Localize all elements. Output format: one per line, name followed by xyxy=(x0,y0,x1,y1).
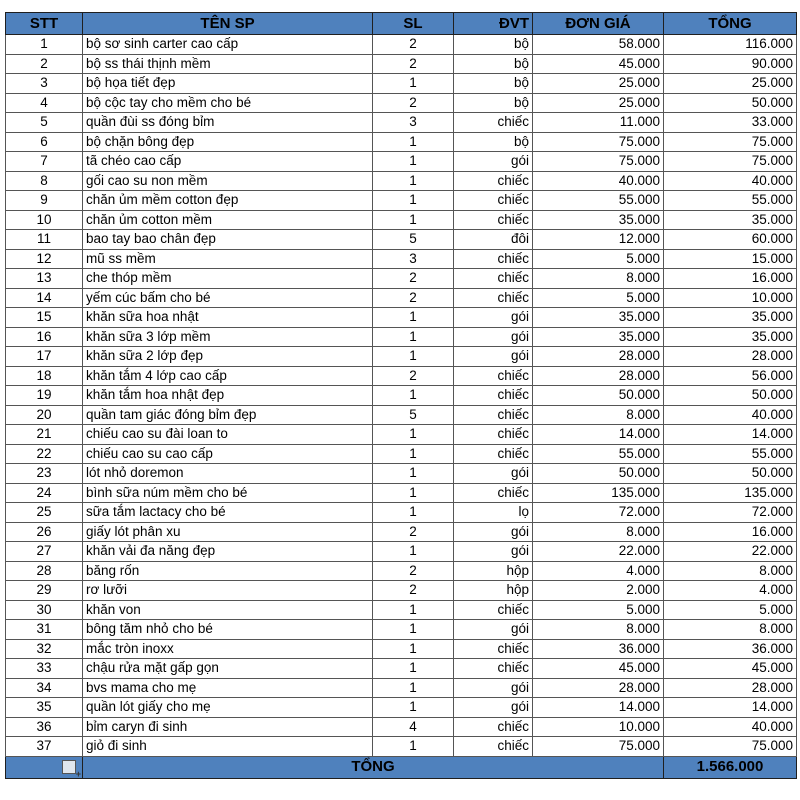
cell-total[interactable]: 28.000 xyxy=(664,347,797,367)
cell-total[interactable]: 116.000 xyxy=(664,35,797,55)
cell-stt[interactable]: 37 xyxy=(6,737,83,757)
cell-price[interactable]: 14.000 xyxy=(533,425,664,445)
cell-price[interactable]: 36.000 xyxy=(533,639,664,659)
cell-stt[interactable]: 8 xyxy=(6,171,83,191)
table-row xyxy=(6,269,797,289)
cell-dvt[interactable]: bộ xyxy=(454,132,533,152)
spreadsheet xyxy=(5,12,796,779)
cell-price[interactable]: 4.000 xyxy=(533,561,664,581)
cell-stt[interactable]: 7 xyxy=(6,152,83,172)
cell-dvt[interactable]: gói xyxy=(454,542,533,562)
table-row xyxy=(6,542,797,562)
header-dvt[interactable]: ĐVT xyxy=(454,13,533,35)
cell-total[interactable]: 50.000 xyxy=(664,464,797,484)
cell-total[interactable]: 55.000 xyxy=(664,191,797,211)
cell-total[interactable]: 40.000 xyxy=(664,405,797,425)
cell-total[interactable]: 15.000 xyxy=(664,249,797,269)
cell-stt[interactable]: 2 xyxy=(6,54,83,74)
cell-price[interactable]: 35.000 xyxy=(533,308,664,328)
cell-sl[interactable]: 1 xyxy=(373,503,454,523)
cell-price[interactable]: 45.000 xyxy=(533,54,664,74)
cell-name[interactable]: bông tăm nhỏ cho bé xyxy=(83,620,373,640)
cell-total[interactable]: 5.000 xyxy=(664,600,797,620)
cell-dvt[interactable]: bộ xyxy=(454,93,533,113)
cell-sl[interactable]: 5 xyxy=(373,230,454,250)
cell-dvt[interactable]: gói xyxy=(454,522,533,542)
header-stt[interactable]: STT xyxy=(6,13,83,35)
cell-dvt[interactable]: đôi xyxy=(454,230,533,250)
cell-price[interactable]: 75.000 xyxy=(533,132,664,152)
cell-price[interactable]: 5.000 xyxy=(533,600,664,620)
cell-sl[interactable]: 2 xyxy=(373,269,454,289)
table-row xyxy=(6,327,797,347)
cell-price[interactable]: 75.000 xyxy=(533,152,664,172)
cell-total[interactable]: 40.000 xyxy=(664,171,797,191)
cell-name[interactable]: quần đùi ss đóng bỉm xyxy=(83,113,373,133)
table-row xyxy=(6,405,797,425)
cell-name[interactable]: khăn sữa 3 lớp mềm xyxy=(83,327,373,347)
cell-sl[interactable]: 1 xyxy=(373,152,454,172)
cell-name[interactable]: giấy lót phân xu xyxy=(83,522,373,542)
cell-total[interactable]: 75.000 xyxy=(664,132,797,152)
cell-stt[interactable]: 4 xyxy=(6,93,83,113)
cell-name[interactable]: gối cao su non mềm xyxy=(83,171,373,191)
cell-name[interactable]: khăn tắm hoa nhật đẹp xyxy=(83,386,373,406)
cell-sl[interactable]: 1 xyxy=(373,600,454,620)
cell-sl[interactable]: 1 xyxy=(373,444,454,464)
cell-price[interactable]: 22.000 xyxy=(533,542,664,562)
cell-name[interactable]: bộ cộc tay cho mềm cho bé xyxy=(83,93,373,113)
cell-total[interactable]: 10.000 xyxy=(664,288,797,308)
cell-sl[interactable]: 3 xyxy=(373,113,454,133)
cell-price[interactable]: 14.000 xyxy=(533,698,664,718)
cell-total[interactable]: 35.000 xyxy=(664,308,797,328)
cell-dvt[interactable]: chiếc xyxy=(454,249,533,269)
cell-stt[interactable]: 27 xyxy=(6,542,83,562)
cell-sl[interactable]: 1 xyxy=(373,464,454,484)
cell-dvt[interactable]: chiếc xyxy=(454,444,533,464)
cell-total[interactable]: 36.000 xyxy=(664,639,797,659)
cell-price[interactable]: 28.000 xyxy=(533,678,664,698)
cell-dvt[interactable]: bộ xyxy=(454,74,533,94)
cell-stt[interactable]: 12 xyxy=(6,249,83,269)
cell-name[interactable]: chăn ủm mềm cotton đẹp xyxy=(83,191,373,211)
cell-price[interactable]: 75.000 xyxy=(533,737,664,757)
cell-stt[interactable]: 15 xyxy=(6,308,83,328)
table-row xyxy=(6,210,797,230)
cell-sl[interactable]: 1 xyxy=(373,74,454,94)
footer-icon-cell[interactable] xyxy=(6,756,83,778)
cell-dvt[interactable]: chiếc xyxy=(454,210,533,230)
cell-name[interactable]: bvs mama cho mẹ xyxy=(83,678,373,698)
cell-stt[interactable]: 36 xyxy=(6,717,83,737)
table-row xyxy=(6,366,797,386)
cell-total[interactable]: 22.000 xyxy=(664,542,797,562)
cell-price[interactable]: 135.000 xyxy=(533,483,664,503)
cell-dvt[interactable]: chiếc xyxy=(454,737,533,757)
cell-name[interactable]: bỉm caryn đi sinh xyxy=(83,717,373,737)
cell-sl[interactable]: 2 xyxy=(373,288,454,308)
table-row xyxy=(6,230,797,250)
cell-stt[interactable]: 22 xyxy=(6,444,83,464)
cell-stt[interactable]: 1 xyxy=(6,35,83,55)
cell-total[interactable]: 35.000 xyxy=(664,327,797,347)
cell-total[interactable]: 40.000 xyxy=(664,717,797,737)
table-row xyxy=(6,132,797,152)
cell-price[interactable]: 55.000 xyxy=(533,191,664,211)
cell-name[interactable]: chậu rửa mặt gấp gọn xyxy=(83,659,373,679)
table-row xyxy=(6,444,797,464)
total-row xyxy=(6,756,797,778)
cell-stt[interactable]: 21 xyxy=(6,425,83,445)
cell-dvt[interactable]: gói xyxy=(454,678,533,698)
cell-stt[interactable]: 29 xyxy=(6,581,83,601)
cell-price[interactable]: 25.000 xyxy=(533,93,664,113)
cell-price[interactable]: 25.000 xyxy=(533,74,664,94)
cell-dvt[interactable]: gói xyxy=(454,620,533,640)
cell-total[interactable]: 16.000 xyxy=(664,522,797,542)
cell-sl[interactable]: 1 xyxy=(373,210,454,230)
cell-total[interactable]: 14.000 xyxy=(664,425,797,445)
cell-total[interactable]: 8.000 xyxy=(664,620,797,640)
cell-dvt[interactable]: chiếc xyxy=(454,171,533,191)
table-row xyxy=(6,74,797,94)
cell-name[interactable]: khăn vải đa năng đẹp xyxy=(83,542,373,562)
cell-name[interactable]: quần tam giác đóng bỉm đẹp xyxy=(83,405,373,425)
cell-dvt[interactable]: chiếc xyxy=(454,639,533,659)
cell-name[interactable]: rơ lưỡi xyxy=(83,581,373,601)
cell-price[interactable]: 8.000 xyxy=(533,522,664,542)
cell-name[interactable]: mắc tròn inoxx xyxy=(83,639,373,659)
cell-stt[interactable]: 33 xyxy=(6,659,83,679)
header-name[interactable]: TÊN SP xyxy=(83,13,373,35)
cell-stt[interactable]: 20 xyxy=(6,405,83,425)
cell-total[interactable]: 25.000 xyxy=(664,74,797,94)
cell-total[interactable]: 4.000 xyxy=(664,581,797,601)
cell-total[interactable]: 135.000 xyxy=(664,483,797,503)
cell-name[interactable]: khăn sữa 2 lớp đẹp xyxy=(83,347,373,367)
cell-stt[interactable]: 6 xyxy=(6,132,83,152)
cell-name[interactable]: chiếu cao su đài loan to xyxy=(83,425,373,445)
cell-dvt[interactable]: chiếc xyxy=(454,659,533,679)
cell-dvt[interactable]: lọ xyxy=(454,503,533,523)
cell-price[interactable]: 8.000 xyxy=(533,405,664,425)
cell-price[interactable]: 5.000 xyxy=(533,288,664,308)
table-row xyxy=(6,113,797,133)
table-row xyxy=(6,698,797,718)
cell-name[interactable]: bộ chặn bông đẹp xyxy=(83,132,373,152)
cell-price[interactable]: 55.000 xyxy=(533,444,664,464)
cell-price[interactable]: 35.000 xyxy=(533,327,664,347)
cell-sl[interactable]: 1 xyxy=(373,698,454,718)
cell-stt[interactable]: 10 xyxy=(6,210,83,230)
cell-name[interactable]: chăn ủm cotton mềm xyxy=(83,210,373,230)
cell-dvt[interactable]: chiếc xyxy=(454,425,533,445)
cell-total[interactable]: 28.000 xyxy=(664,678,797,698)
cell-price[interactable]: 28.000 xyxy=(533,366,664,386)
cell-name[interactable]: sữa tắm lactacy cho bé xyxy=(83,503,373,523)
cell-name[interactable]: khăn sữa hoa nhật xyxy=(83,308,373,328)
cell-dvt[interactable]: chiếc xyxy=(454,366,533,386)
cell-name[interactable]: bao tay bao chân đẹp xyxy=(83,230,373,250)
cell-sl[interactable]: 1 xyxy=(373,171,454,191)
cell-dvt[interactable]: chiếc xyxy=(454,269,533,289)
cell-dvt[interactable]: chiếc xyxy=(454,483,533,503)
table-row xyxy=(6,35,797,55)
cell-price[interactable]: 58.000 xyxy=(533,35,664,55)
product-table xyxy=(5,12,797,779)
cell-total[interactable]: 14.000 xyxy=(664,698,797,718)
header-row xyxy=(6,13,797,35)
cell-stt[interactable]: 23 xyxy=(6,464,83,484)
cell-price[interactable]: 72.000 xyxy=(533,503,664,523)
cell-name[interactable]: chiếu cao su cao cấp xyxy=(83,444,373,464)
cell-sl[interactable]: 2 xyxy=(373,581,454,601)
cell-price[interactable]: 5.000 xyxy=(533,249,664,269)
cell-sl[interactable]: 1 xyxy=(373,737,454,757)
cell-sl[interactable]: 5 xyxy=(373,405,454,425)
cell-dvt[interactable]: bộ xyxy=(454,35,533,55)
cell-stt[interactable]: 28 xyxy=(6,561,83,581)
paste-options-icon[interactable] xyxy=(62,760,76,774)
cell-sl[interactable]: 2 xyxy=(373,366,454,386)
table-row xyxy=(6,464,797,484)
table-row xyxy=(6,581,797,601)
cell-total[interactable]: 72.000 xyxy=(664,503,797,523)
table-row xyxy=(6,600,797,620)
cell-sl[interactable]: 4 xyxy=(373,717,454,737)
table-row xyxy=(6,288,797,308)
cell-total[interactable]: 50.000 xyxy=(664,93,797,113)
cell-dvt[interactable]: chiếc xyxy=(454,113,533,133)
cell-price[interactable]: 50.000 xyxy=(533,464,664,484)
cell-price[interactable]: 50.000 xyxy=(533,386,664,406)
cell-name[interactable]: băng rốn xyxy=(83,561,373,581)
cell-total[interactable]: 50.000 xyxy=(664,386,797,406)
cell-name[interactable]: quần lót giấy cho mẹ xyxy=(83,698,373,718)
cell-price[interactable]: 40.000 xyxy=(533,171,664,191)
cell-price[interactable]: 8.000 xyxy=(533,269,664,289)
cell-stt[interactable]: 31 xyxy=(6,620,83,640)
table-row xyxy=(6,308,797,328)
cell-stt[interactable]: 11 xyxy=(6,230,83,250)
table-row xyxy=(6,639,797,659)
cell-dvt[interactable]: chiếc xyxy=(454,191,533,211)
cell-name[interactable]: tã chéo cao cấp xyxy=(83,152,373,172)
cell-total[interactable]: 75.000 xyxy=(664,152,797,172)
cell-sl[interactable]: 1 xyxy=(373,132,454,152)
cell-sl[interactable]: 2 xyxy=(373,35,454,55)
cell-dvt[interactable]: chiếc xyxy=(454,288,533,308)
cell-price[interactable]: 10.000 xyxy=(533,717,664,737)
table-row xyxy=(6,347,797,367)
cell-total[interactable]: 16.000 xyxy=(664,269,797,289)
table-row xyxy=(6,249,797,269)
table-row xyxy=(6,152,797,172)
cell-stt[interactable]: 25 xyxy=(6,503,83,523)
cell-price[interactable]: 28.000 xyxy=(533,347,664,367)
table-row xyxy=(6,93,797,113)
cell-name[interactable]: giỏ đi sinh xyxy=(83,737,373,757)
cell-dvt[interactable]: gói xyxy=(454,347,533,367)
cell-total[interactable]: 35.000 xyxy=(664,210,797,230)
cell-sl[interactable]: 1 xyxy=(373,425,454,445)
cell-price[interactable]: 8.000 xyxy=(533,620,664,640)
cell-name[interactable]: yếm cúc bấm cho bé xyxy=(83,288,373,308)
cell-sl[interactable]: 1 xyxy=(373,347,454,367)
cell-dvt[interactable]: chiếc xyxy=(454,600,533,620)
cell-stt[interactable]: 13 xyxy=(6,269,83,289)
cell-dvt[interactable]: gói xyxy=(454,152,533,172)
cell-stt[interactable]: 5 xyxy=(6,113,83,133)
table-row xyxy=(6,503,797,523)
cell-price[interactable]: 2.000 xyxy=(533,581,664,601)
cell-dvt[interactable]: chiếc xyxy=(454,717,533,737)
cell-stt[interactable]: 35 xyxy=(6,698,83,718)
cell-total[interactable]: 8.000 xyxy=(664,561,797,581)
cell-sl[interactable]: 1 xyxy=(373,639,454,659)
table-row xyxy=(6,659,797,679)
cell-sl[interactable]: 1 xyxy=(373,483,454,503)
cell-total[interactable]: 90.000 xyxy=(664,54,797,74)
table-row xyxy=(6,386,797,406)
cell-stt[interactable]: 16 xyxy=(6,327,83,347)
cell-name[interactable]: bình sữa núm mềm cho bé xyxy=(83,483,373,503)
cell-stt[interactable]: 9 xyxy=(6,191,83,211)
cell-dvt[interactable]: hộp xyxy=(454,561,533,581)
table-row xyxy=(6,620,797,640)
table-row xyxy=(6,171,797,191)
cell-stt[interactable]: 18 xyxy=(6,366,83,386)
header-total[interactable]: TỔNG xyxy=(664,13,797,35)
cell-dvt[interactable]: gói xyxy=(454,698,533,718)
cell-sl[interactable]: 2 xyxy=(373,522,454,542)
cell-total[interactable]: 60.000 xyxy=(664,230,797,250)
cell-stt[interactable]: 14 xyxy=(6,288,83,308)
cell-sl[interactable]: 1 xyxy=(373,659,454,679)
cell-name[interactable]: che thóp mềm xyxy=(83,269,373,289)
table-row xyxy=(6,425,797,445)
cell-stt[interactable]: 30 xyxy=(6,600,83,620)
cell-sl[interactable]: 1 xyxy=(373,327,454,347)
cell-name[interactable]: bộ sơ sinh carter cao cấp xyxy=(83,35,373,55)
cell-sl[interactable]: 2 xyxy=(373,561,454,581)
cell-price[interactable]: 35.000 xyxy=(533,210,664,230)
table-row xyxy=(6,54,797,74)
cell-sl[interactable]: 2 xyxy=(373,93,454,113)
cell-name[interactable]: khăn von xyxy=(83,600,373,620)
cell-name[interactable]: bộ họa tiết đẹp xyxy=(83,74,373,94)
table-row xyxy=(6,717,797,737)
cell-sl[interactable]: 1 xyxy=(373,308,454,328)
cell-stt[interactable]: 34 xyxy=(6,678,83,698)
cell-dvt[interactable]: chiếc xyxy=(454,386,533,406)
cell-dvt[interactable]: bộ xyxy=(454,54,533,74)
cell-sl[interactable]: 1 xyxy=(373,620,454,640)
table-row xyxy=(6,191,797,211)
cell-sl[interactable]: 1 xyxy=(373,191,454,211)
cell-total[interactable]: 55.000 xyxy=(664,444,797,464)
cell-stt[interactable]: 19 xyxy=(6,386,83,406)
cell-total[interactable]: 33.000 xyxy=(664,113,797,133)
header-sl[interactable]: SL xyxy=(373,13,454,35)
grand-total-label[interactable]: TỔNG xyxy=(83,756,664,778)
cell-name[interactable]: lót nhỏ doremon xyxy=(83,464,373,484)
cell-stt[interactable]: 3 xyxy=(6,74,83,94)
cell-sl[interactable]: 1 xyxy=(373,386,454,406)
cell-price[interactable]: 11.000 xyxy=(533,113,664,133)
cell-sl[interactable]: 1 xyxy=(373,678,454,698)
cell-sl[interactable]: 1 xyxy=(373,542,454,562)
cell-stt[interactable]: 17 xyxy=(6,347,83,367)
cell-sl[interactable]: 2 xyxy=(373,54,454,74)
table-row xyxy=(6,737,797,757)
table-row xyxy=(6,678,797,698)
cell-name[interactable]: mũ ss mềm xyxy=(83,249,373,269)
cell-price[interactable]: 45.000 xyxy=(533,659,664,679)
cell-total[interactable]: 45.000 xyxy=(664,659,797,679)
cell-total[interactable]: 56.000 xyxy=(664,366,797,386)
cell-dvt[interactable]: chiếc xyxy=(454,405,533,425)
table-row xyxy=(6,561,797,581)
cell-stt[interactable]: 32 xyxy=(6,639,83,659)
cell-dvt[interactable]: hộp xyxy=(454,581,533,601)
cell-stt[interactable]: 24 xyxy=(6,483,83,503)
table-row xyxy=(6,483,797,503)
cell-total[interactable]: 75.000 xyxy=(664,737,797,757)
cell-dvt[interactable]: gói xyxy=(454,327,533,347)
header-price[interactable]: ĐƠN GIÁ xyxy=(533,13,664,35)
cell-price[interactable]: 12.000 xyxy=(533,230,664,250)
grand-total-value[interactable]: 1.566.000 xyxy=(664,756,797,778)
cell-stt[interactable]: 26 xyxy=(6,522,83,542)
cell-name[interactable]: khăn tắm 4 lớp cao cấp xyxy=(83,366,373,386)
cell-sl[interactable]: 3 xyxy=(373,249,454,269)
cell-dvt[interactable]: gói xyxy=(454,308,533,328)
cell-name[interactable]: bộ ss thái thịnh mềm xyxy=(83,54,373,74)
cell-dvt[interactable]: gói xyxy=(454,464,533,484)
table-row xyxy=(6,522,797,542)
